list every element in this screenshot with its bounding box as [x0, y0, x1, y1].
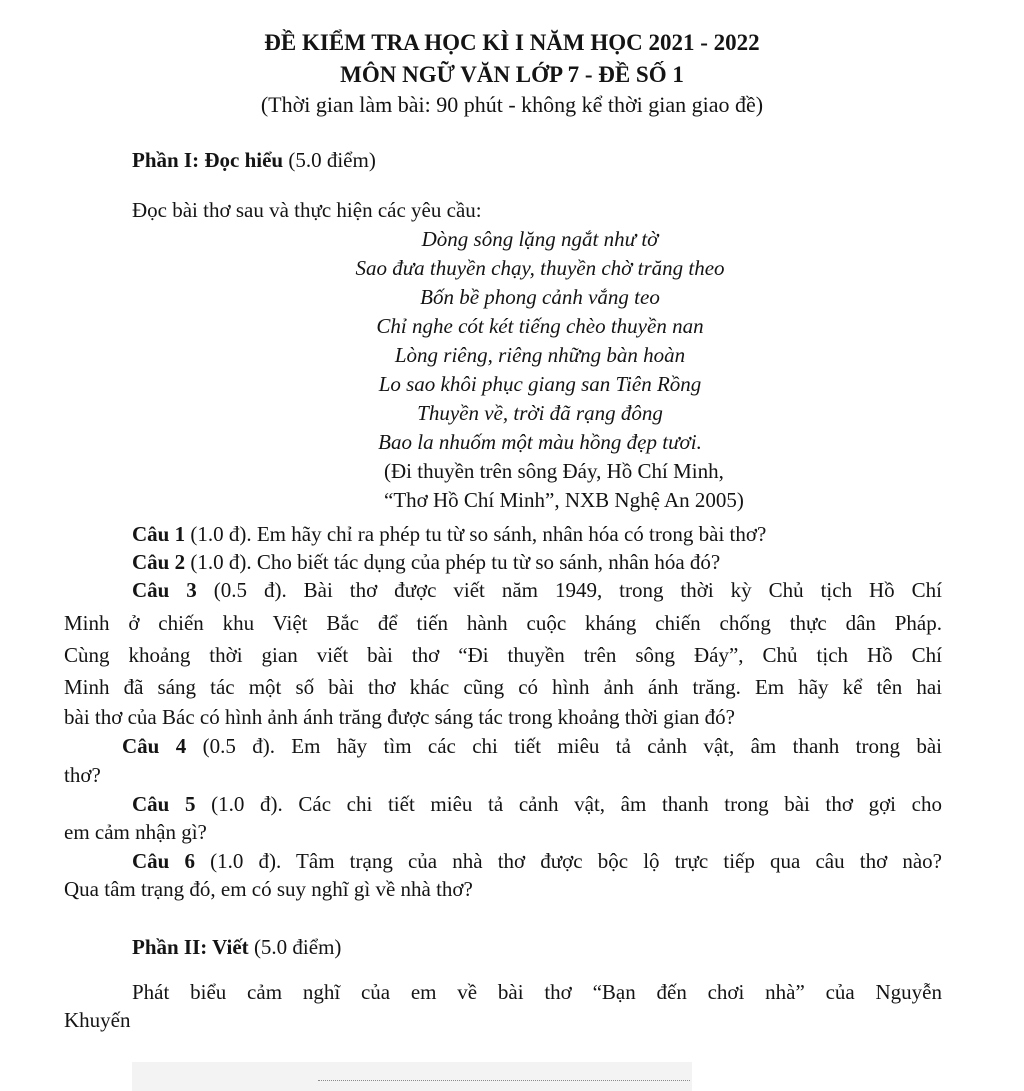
poem-line: Bao la nhuốm một màu hồng đẹp tươi. — [378, 430, 702, 454]
poem-line: Lòng riêng, riêng những bàn hoàn — [394, 343, 686, 367]
poem-citation-source: “Thơ Hồ Chí Minh”, NXB Nghệ An 2005) — [384, 488, 744, 512]
poem-line: Sao đưa thuyền chạy, thuyền chờ trăng theo — [355, 256, 725, 280]
question-3: Câu 3 (0.5 đ). Bài thơ được viết năm 1949, trong thời kỳ Chủ tịch Hồ Chí — [132, 578, 942, 602]
poem-line: Dòng sông lặng ngắt như tờ — [421, 227, 659, 251]
question-3-text: bài thơ của Bác có hình ảnh ánh trăng được sáng tác trong khoảng thời gian đó? — [64, 705, 736, 729]
question-4: Câu 4 (0.5 đ). Em hãy tìm các chi tiết miêu tả cảnh vật, âm thanh trong bài — [122, 734, 942, 758]
part1-heading: Phần I: Đọc hiểu (5.0 điểm) — [132, 148, 376, 172]
question-6-text: Qua tâm trạng đó, em có suy nghĩ gì về nhà thơ? — [64, 877, 473, 901]
part2-prompt-text: Khuyến — [64, 1008, 131, 1032]
poem-line: Chỉ nghe cót két tiếng chèo thuyền nan — [376, 314, 704, 338]
question-4-text: thơ? — [64, 763, 101, 787]
part2-prompt: Phát biểu cảm nghĩ của em về bài thơ “Bạn đến chơi nhà” của Nguyễn — [132, 980, 942, 1004]
question-3-text: Cùng khoảng thời gian viết bài thơ “Đi thuyền trên sông Đáy”, Chủ tịch Hồ Chí — [64, 643, 942, 667]
poem-line: Bốn bề phong cảnh vắng teo — [420, 285, 660, 309]
part1-instruction: Đọc bài thơ sau và thực hiện các yêu cầu: — [132, 198, 482, 222]
question-5: Câu 5 (1.0 đ). Các chi tiết miêu tả cảnh vật, âm thanh trong bài thơ gợi cho — [132, 792, 942, 816]
answer-area — [132, 1062, 692, 1091]
question-5-text: em cảm nhận gì? — [64, 820, 207, 844]
question-2: Câu 2 (1.0 đ). Cho biết tác dụng của phép tu từ so sánh, nhân hóa đó? — [132, 550, 721, 574]
poem-line: Thuyền về, trời đã rạng đông — [417, 401, 663, 425]
question-6: Câu 6 (1.0 đ). Tâm trạng của nhà thơ được bộc lộ trực tiếp qua câu thơ nào? — [132, 849, 942, 873]
poem-citation: (Đi thuyền trên sông Đáy, Hồ Chí Minh, — [384, 459, 724, 483]
part2-heading: Phần II: Viết (5.0 điểm) — [132, 935, 342, 959]
question-3-text: Minh đã sáng tác một số bài thơ khác cũng có hình ảnh ánh trăng. Em hãy kể tên hai — [64, 675, 942, 699]
exam-title: ĐỀ KIỂM TRA HỌC KÌ I NĂM HỌC 2021 - 2022 — [264, 30, 760, 55]
exam-subject: MÔN NGỮ VĂN LỚP 7 - ĐỀ SỐ 1 — [340, 62, 684, 87]
poem-line: Lo sao khôi phục giang san Tiên Rồng — [378, 372, 702, 396]
time-note: (Thời gian làm bài: 90 phút - không kể thời gian giao đề) — [260, 92, 764, 117]
dotted-answer-line — [318, 1080, 690, 1081]
question-3-text: Minh ở chiến khu Việt Bắc để tiến hành cuộc kháng chiến chống thực dân Pháp. — [64, 611, 942, 635]
question-1: Câu 1 (1.0 đ). Em hãy chỉ ra phép tu từ so sánh, nhân hóa có trong bài thơ? — [132, 522, 767, 546]
